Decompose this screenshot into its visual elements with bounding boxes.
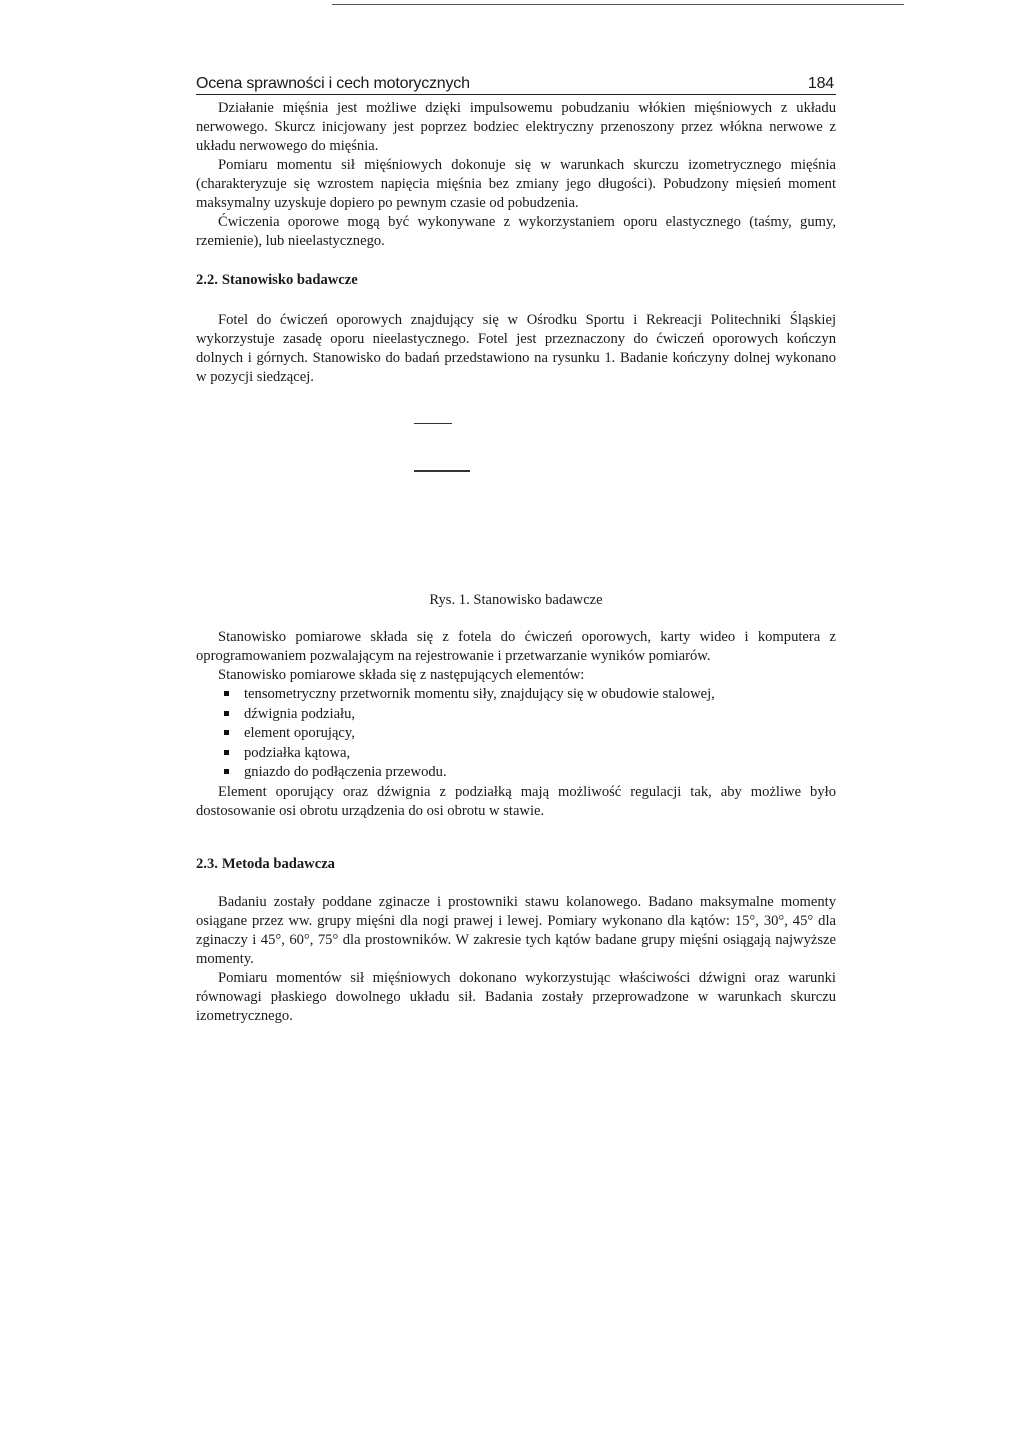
list-item: podziałka kątowa, (196, 744, 836, 764)
list-item: gniazdo do podłączenia przewodu. (196, 763, 836, 783)
section-2-2-paragraph: Fotel do ćwiczeń oporowych znajdujący się w Ośrodku Sportu i Rekreacji Politechniki Śląskiej wykorzystuje zasadę oporu nieelastycznego. Fotel jest przeznaczony do ćwiczeń oporowych kończyn dolnych i górnych. Stanowisko do badań przedstawiono na rysunku 1. Badanie kończyny dolnej wykonano w pozycji siedzącej. (196, 312, 836, 385)
description-paragraph-2: Stanowisko pomiarowe składa się z następujących elementów: (218, 667, 585, 683)
section-2-3-paragraph-1: Badaniu zostały poddane zginacze i prostowniki stawu kolanowego. Badano maksymalne momenty osiągane przez ww. grupy mięśni dla nogi prawej i lewej. Pomiary wykonano dla kątów: 15°, 30°, 45° dla zginaczy i 45°, 60°, 75° dla prostowników. W zakresie tych kątów badane grupy mięśni osiągają najwyższe momenty. (196, 894, 836, 967)
figure-artifact-mark (414, 423, 452, 424)
intro-section (196, 99, 836, 251)
intro-paragraph-1: Działanie mięśnia jest możliwe dzięki impulsowemu pobudzaniu włókien mięśniowych z układu nerwowego. Skurcz inicjowany jest poprzez bodziec elektryczny przenoszony przez włókna nerwowe z układu nerwowego do mięśnia. (196, 100, 836, 154)
figure-artifact-mark (414, 470, 470, 472)
list-item: dźwignia podziału, (196, 705, 836, 725)
page-number: 184 (807, 75, 834, 92)
header-title: Ocena sprawności i cech motorycznych (196, 75, 470, 92)
section-2-3-paragraph-2: Pomiaru momentów sił mięśniowych dokonano wykorzystując właściwości dźwigni oraz warunki równowagi płaskiego dowolnego układu sił. Badania zostały przeprowadzone w warunkach skurczu izometrycznego. (196, 970, 836, 1024)
section-2-3-body (196, 893, 836, 1026)
section-number: 2.3. (196, 856, 218, 872)
list-item: element oporujący, (196, 724, 836, 744)
description-paragraph-3: Element oporujący oraz dźwignia z podziałką mają możliwość regulacji tak, aby możliwe było dostosowanie osi obrotu urządzenia do osi obrotu w stawie. (196, 783, 836, 819)
section-2-3-heading (196, 856, 335, 873)
list-item: tensometryczny przetwornik momentu siły, znajdujący się w obudowie stalowej, (196, 685, 836, 705)
element-list (196, 685, 836, 783)
section-2-2-body (196, 311, 836, 387)
section-title: Stanowisko badawcze (221, 272, 358, 288)
intro-paragraph-3: Ćwiczenia oporowe mogą być wykonywane z wykorzystaniem oporu elastycznego (taśmy, gumy, rzemienie), lub nieelastycznego. (196, 214, 836, 249)
section-title: Metoda badawcza (221, 856, 335, 872)
section-2-2-heading (196, 272, 358, 289)
scan-artifact-line (332, 4, 904, 5)
running-header (196, 75, 836, 95)
intro-paragraph-2: Pomiaru momentu sił mięśniowych dokonuje się w warunkach skurczu izometrycznego mięśnia (charakteryzuje się wzrostem napięcia mięśnia bez zmiany jego długości). Pobudzony mięsień moment maksymalny uzyskuje dopiero po pewnym czasie od pobudzenia. (196, 157, 836, 211)
figure-caption: Rys. 1. Stanowisko badawcze (429, 592, 603, 608)
description-section (196, 628, 836, 821)
description-paragraph-1: Stanowisko pomiarowe składa się z fotela do ćwiczeń oporowych, karty wideo i komputera z oprogramowaniem pozwalającym na rejestrowanie i przetwarzanie wyników pomiarów. (196, 629, 836, 664)
section-number: 2.2. (196, 272, 218, 288)
